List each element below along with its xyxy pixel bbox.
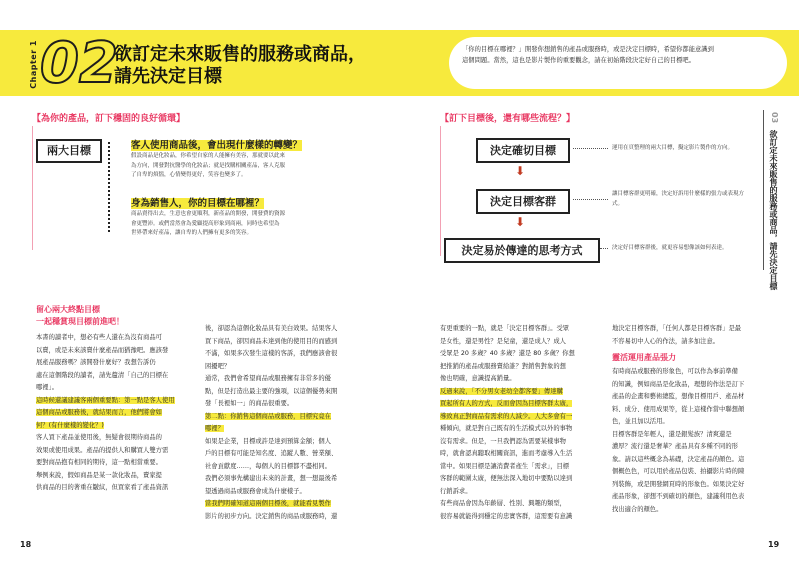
leader-line <box>600 248 608 249</box>
two-goals-box: 兩大目標 <box>36 139 102 163</box>
flow-step-1-desc: 運用在頁整理的兩大目標，擬定影片製作的方向。 <box>612 145 734 151</box>
leader-line <box>573 199 608 200</box>
column-4: 地決定目標客群，「任何人都是目標客群」是最 不容易切中人心的作法，請多加注意。 靈活運用產品張力 有時商品或服務的形象色，可以作為事前準備 的知識，例如商品是化妝品，理想的作法是訂下 產品的企畫和藝術總監，想像目標用戶、產品材 料、成分、使用成果等，從上這樣作當中聯想顏 色，並且加以活用。 目標客群是年輕人，還是銀髮族？清爽還是 濃厚？流行還是奢華？產品具有多種不同的形 象。請以這些概念為基礎，決定產品的顏色。這 個概色色，可以用於產品包裝、拍攝影片時的陳 列裝飾，或是開發網頁時的形象色。如果決定好 產品形象，卻想不到確切的顏色，建議利用色表 找出適合的顏色。 <box>612 325 745 513</box>
left-panel-header: 【為你的產品，訂下穩固的良好循環】 <box>32 114 186 124</box>
arrow-down-icon: ⬇ <box>515 164 526 178</box>
intro-text: 「你的目標在哪裡？」開發你想銷售的產品或服務時，或是決定目標時，希望你都能意識到 這個問題。當然，這也是影片製作的重要觀念，請在初始階段決定好自己的目標吧。 <box>462 46 714 64</box>
right-panel-rule <box>440 126 441 256</box>
side-title: 欲訂定未來販售的服務或商品，請先決定目標 <box>769 130 778 290</box>
side-number: 03 <box>770 112 779 124</box>
chapter-label: Chapter 1 <box>29 40 38 89</box>
right-panel-header: 【訂下目標後，還有哪些流程？】 <box>440 114 576 124</box>
chapter-number: 02 <box>40 31 118 96</box>
column-2: 後，卻認為這個化妝品具有美白效果。結果客人 買下商品，卻因商品未達到他的使用目的而感到 不滿，如果多次發生這樣的客訴，我們應該會很 困擾吧？ 通常，我們會希望商品或服務擁有非常多的優 點，但是打造出最主要的強項，以這個優勢來開 發「長裡如一」的商品很重要。 第二點：你銷售這個商品或服務，目標究竟在 哪裡？ 如果是企業，目標或許是達到預算金額；個人 戶的目標有可能是知名度、追蹤人數、營業額、 社會貢獻度……，每個人的目標都不盡相同。 我們必須事先構建出未來的計畫，想一想最後希 望透過商品或服務會成為什麼樣子。 當我們明確知道這兩個目標後，就能看見製作 影片的初步方向。決定銷售的商品或服務時，還 <box>205 325 338 520</box>
page-number-right: 19 <box>768 540 780 549</box>
flow-step-1: 決定確切目標 <box>476 138 570 163</box>
side-rule <box>763 110 764 270</box>
arrow-down-icon: ⬇ <box>515 215 526 229</box>
bracket-line <box>108 142 112 232</box>
leader-line <box>573 148 608 149</box>
flow-step-2: 決定目標客群 <box>476 189 570 214</box>
goal-text-1: 假設商品是化妝品，你希望自家的人能擁有美容，那就要以此來 為方向，開發對抗醫學的化妝品；就是找購相關產品，客人克服 了自卑的煩惱，心情變得更好，笑容也變多了。 <box>131 153 286 178</box>
goal-question-1: 客人使用商品後，會出現什麼樣的轉變？ <box>131 140 303 151</box>
page-number-left: 18 <box>20 540 32 549</box>
goal-question-2: 身為銷售人，你的目標在哪裡？ <box>131 198 265 209</box>
flow-step-3: 決定易於傳達的思考方式 <box>444 238 600 263</box>
column-1: 留心兩大終點目標 一起穩賞現目標前進吧！ 本書的讀者中，想必有些人還在為沒有商品可 以賣，或是未來該賣什麼產品而猶豫吧。應該發 展產品服務嗎？該開發什麼好？我想告訴仍 處在這個階段的讀者，請先釐清「自己的目標在 哪裡」。 這時候還議建議客兩個重要點：第一點是客人使用 這個商品或服務後，就結果而言，他們將會如 何？(有什麼樣的變化？) 客人買下產品並使用後，無疑會很期待商品的 效果或使用成果。產品的提供人和購買人雙方需 要對商品抱有相同的期待，這一點相當重要。 舉例來說，假如商品是某一款化妝品，賣家提 供商品的目的著重在皺紋，但買家看了產品資訊 <box>36 305 175 491</box>
flow-step-2-desc: 讓目標客群更明確，決定好訴用什麼樣的張力或表現方式。 <box>612 191 745 207</box>
page-title: 欲訂定未來販售的服務或商品， 請先決定目標 <box>114 44 366 87</box>
left-panel-rule <box>32 126 33 250</box>
flow-step-3-desc: 決定好目標客群後，就更容易想像該如何表達。 <box>612 245 728 251</box>
column-3: 有更重要的一點，就是「決定目標客群」。受眾 是女性，還是男性？是兒童，還是成人？成人 受眾是 20 多歲？40 多歲？還是 80 多歲？你想 把推銷的產品或服務賣給誰？對銷售對象的想 像也明確，意識提高銷量。 反過來說，「不分男女老幼全都客要」傳達購 買起所有人的方式，反而會因為目標客群太廣， 導致真正對商品有需求的人減少。人大多會有一 種傾向，就是對自己既有的生活模式以外的事物 沒有需求。但是，一旦我們認為需要某樣事物 時，就會認真聽取相關資訊，進而考慮導入生活 當中。如果目標是讓消費者產生「需求」，目標 客群的範圍太廣，便無法深入地切中要點以達到 行銷訴求。 有些商品會因為年齡層、性別、興趣的類型， 很容易就能得到穩定的忠實客群，這需要有意識 <box>440 325 575 520</box>
goal-text-2: 商品賣得出去，生意也會更順利，新產品的開發，開發費的資源 會更豐沛。或們當然會為愛顧提高形象到商兩，同時也希望為 世界帶來好產品，讓自卑的人們擁有更多的笑容。 <box>131 211 286 236</box>
